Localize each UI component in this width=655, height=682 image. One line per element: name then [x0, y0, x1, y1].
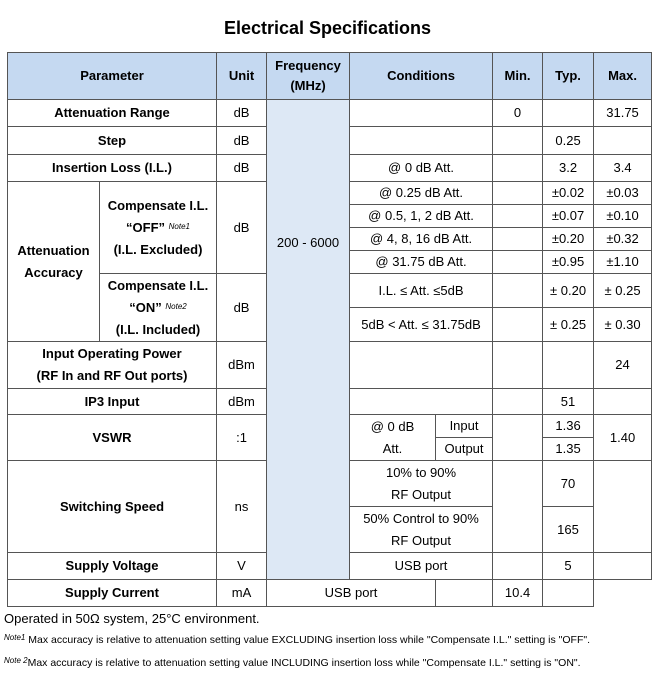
min-cell: [493, 205, 543, 228]
param-attenuation-range: Attenuation Range: [8, 100, 217, 127]
conditions-cell: @ 31.75 dB Att.: [350, 251, 493, 274]
typ-cell: 10.4: [493, 580, 543, 607]
conditions-cell: [350, 127, 493, 155]
max-cell: ± 0.30: [594, 308, 652, 342]
unit-cell: V: [217, 553, 267, 580]
typ-cell: [543, 342, 594, 389]
typ-cell: ±0.95: [543, 251, 594, 274]
unit-cell: mA: [217, 580, 267, 607]
typ-cell: 51: [543, 389, 594, 415]
max-cell: [594, 127, 652, 155]
frequency-range-cell: 200 - 6000: [267, 100, 350, 580]
min-cell: [493, 182, 543, 205]
max-cell: 24: [594, 342, 652, 389]
header-conditions: Conditions: [350, 53, 493, 100]
conditions-cell: [350, 100, 493, 127]
unit-cell: dB: [217, 127, 267, 155]
typ-cell: 0.25: [543, 127, 594, 155]
table-row: [8, 580, 652, 607]
footnote-1: $^{Note1}$ Max accuracy is relative to attenuation setting value EXCLUDING insertion loss while "Compensate I.L." setting is "OFF".: [4, 633, 591, 646]
conditions-cell: @ 0 dB Att.: [350, 155, 493, 182]
max-cell: 3.4: [594, 155, 652, 182]
min-cell: [493, 389, 543, 415]
header-parameter: Parameter: [8, 53, 217, 100]
typ-cell: 5: [543, 553, 594, 580]
unit-cell: dB: [217, 274, 267, 342]
typ-cell: ± 0.20: [543, 274, 594, 308]
typ-cell: ± 0.25: [543, 308, 594, 342]
conditions-cell: [350, 389, 493, 415]
max-cell: ±0.03: [594, 182, 652, 205]
conditions-cell: @ 0.25 dB Att.: [350, 182, 493, 205]
conditions-cell: USB port: [267, 580, 436, 607]
compensate-on-label: Compensate I.L. “ON” $^{Note2}$ (I.L. Included): [100, 274, 217, 342]
conditions-cell: I.L. ≤ Att. ≤5dB: [350, 274, 493, 308]
conditions-cell: 50% Control to 90% RF Output: [350, 507, 493, 553]
param-step: Step: [8, 127, 217, 155]
max-cell: 1.40: [594, 415, 652, 461]
header-max: Max.: [594, 53, 652, 100]
unit-cell: dB: [217, 100, 267, 127]
unit-cell: dB: [217, 155, 267, 182]
unit-cell: dBm: [217, 389, 267, 415]
conditions-cell: [350, 342, 493, 389]
conditions-cell: @ 0.5, 1, 2 dB Att.: [350, 205, 493, 228]
header-typ: Typ.: [543, 53, 594, 100]
param-switching-speed: Switching Speed: [8, 461, 217, 553]
conditions-cell: USB port: [350, 553, 493, 580]
max-cell: [543, 580, 594, 607]
table-row: [8, 100, 652, 127]
header-min: Min.: [493, 53, 543, 100]
vswr-condition-cell: @ 0 dB Att.: [350, 415, 436, 461]
typ-cell: 1.36: [543, 415, 594, 438]
min-cell: [493, 461, 543, 553]
typ-cell: 1.35: [543, 438, 594, 461]
param-supply-voltage: Supply Voltage: [8, 553, 217, 580]
header-frequency: Frequency (MHz): [267, 53, 350, 100]
param-input-operating-power: Input Operating Power (RF In and RF Out ports): [8, 342, 217, 389]
param-ip3-input: IP3 Input: [8, 389, 217, 415]
param-supply-current: Supply Current: [8, 580, 217, 607]
min-cell: [493, 274, 543, 308]
max-cell: ±0.10: [594, 205, 652, 228]
max-cell: [594, 389, 652, 415]
footnote-2: $^{Note 2}$Max accuracy is relative to attenuation setting value INCLUDING insertion loss while "Compensate I.L." setting is "ON".: [4, 656, 581, 669]
min-cell: [493, 127, 543, 155]
min-cell: [493, 155, 543, 182]
header-row: [8, 53, 652, 100]
typ-cell: 70: [543, 461, 594, 507]
electrical-specifications-table: [7, 52, 652, 607]
note1-marker: Note1: [168, 221, 190, 231]
max-cell: [594, 461, 652, 553]
conditions-cell: @ 4, 8, 16 dB Att.: [350, 228, 493, 251]
param-insertion-loss: Insertion Loss (I.L.): [8, 155, 217, 182]
max-cell: ± 0.25: [594, 274, 652, 308]
unit-cell: :1: [217, 415, 267, 461]
min-cell: [493, 251, 543, 274]
max-cell: 31.75: [594, 100, 652, 127]
typ-cell: ±0.20: [543, 228, 594, 251]
min-cell: [493, 415, 543, 461]
vswr-input-label: Input: [436, 415, 493, 438]
min-cell: [493, 553, 543, 580]
unit-cell: dBm: [217, 342, 267, 389]
operating-conditions-note: Operated in 50Ω system, 25°C environment.: [4, 611, 260, 626]
typ-cell: 3.2: [543, 155, 594, 182]
header-unit: Unit: [217, 53, 267, 100]
max-cell: ±0.32: [594, 228, 652, 251]
conditions-cell: 10% to 90% RF Output: [350, 461, 493, 507]
param-vswr: VSWR: [8, 415, 217, 461]
page-title: Electrical Specifications: [223, 18, 432, 38]
min-cell: [493, 308, 543, 342]
compensate-off-label: Compensate I.L. “OFF” $^{Note1}$ (I.L. Excluded): [100, 182, 217, 274]
vswr-output-label: Output: [436, 438, 493, 461]
param-attenuation-accuracy: Attenuation Accuracy: [8, 182, 100, 342]
typ-cell: ±0.07: [543, 205, 594, 228]
unit-cell: dB: [217, 182, 267, 274]
unit-cell: ns: [217, 461, 267, 553]
max-cell: ±1.10: [594, 251, 652, 274]
note2-marker: Note2: [165, 301, 187, 311]
conditions-cell: 5dB < Att. ≤ 31.75dB: [350, 308, 493, 342]
typ-cell: 165: [543, 507, 594, 553]
min-cell: [436, 580, 493, 607]
min-cell: [493, 228, 543, 251]
min-cell: 0: [493, 100, 543, 127]
typ-cell: [543, 100, 594, 127]
typ-cell: ±0.02: [543, 182, 594, 205]
min-cell: [493, 342, 543, 389]
max-cell: [594, 553, 652, 580]
